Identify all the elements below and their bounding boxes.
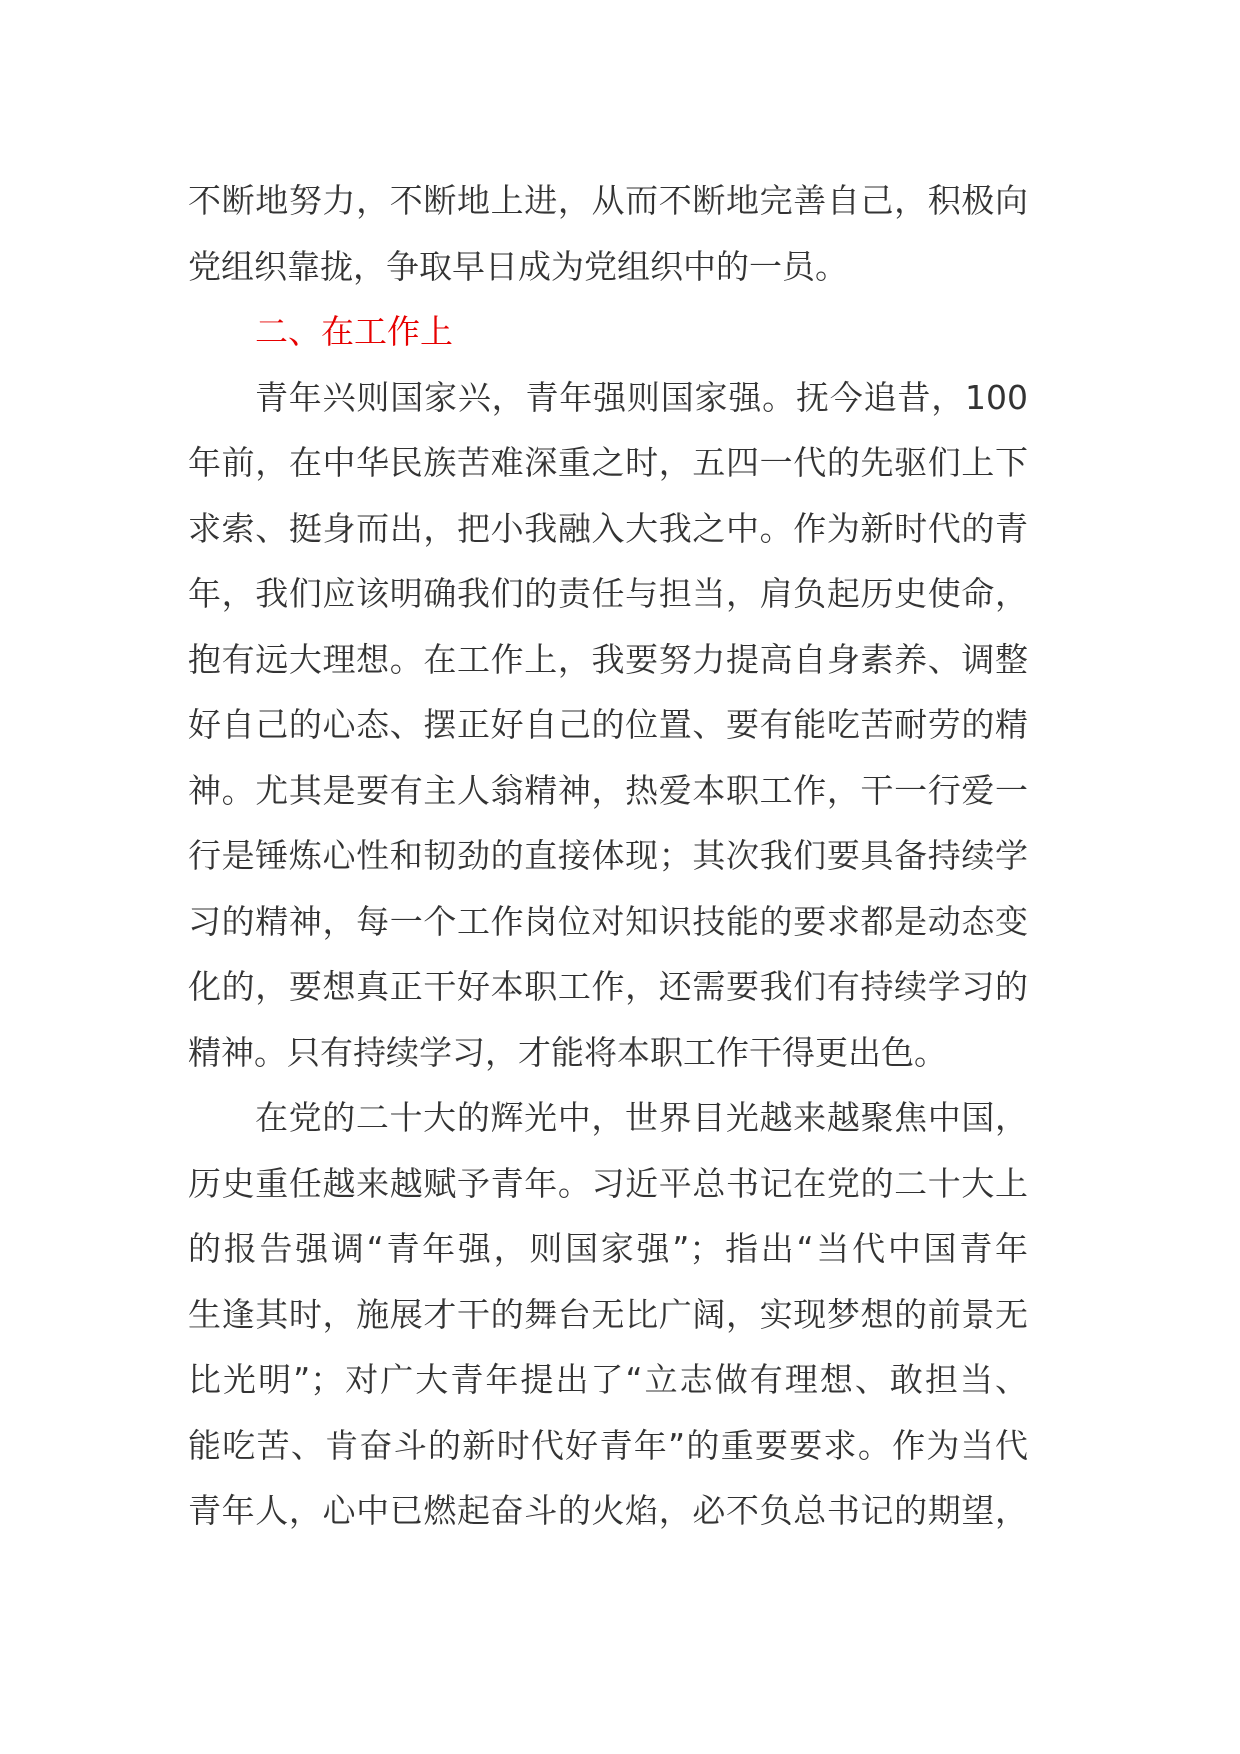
text-line: 在党的二十大的辉光中，世界目光越来越聚焦中国，	[255, 1098, 1028, 1137]
paragraph-congress	[188, 1085, 1028, 1544]
text-line: 历史重任越来越赋予青年。习近平总书记在党的二十大上	[188, 1163, 1028, 1203]
text-line: 生逢其时，施展才干的舞台无比广阔，实现梦想的前景无	[188, 1294, 1028, 1334]
text-line: 的报告强调“青年强，则国家强”；指出“当代中国青年	[188, 1229, 1028, 1268]
text-line: 精神。只有持续学习，才能将本职工作干得更出色。	[188, 1032, 947, 1072]
section-heading: 二、在工作上	[255, 312, 453, 351]
text-line: 青年兴则国家兴，青年强则国家强。抚今追昔，100	[255, 377, 1028, 417]
document-page	[188, 168, 1028, 1544]
text-line: 习的精神，每一个工作岗位对知识技能的要求都是动态变	[188, 901, 1028, 941]
text-line: 比光明”；对广大青年提出了“立志做有理想、敢担当、	[188, 1360, 1028, 1399]
text-line: 抱有远大理想。在工作上，我要努力提高自身素养、调整	[188, 639, 1028, 679]
text-line: 神。尤其是要有主人翁精神，热爱本职工作，干一行爱一	[188, 770, 1028, 810]
text-line: 党组织靠拢，争取早日成为党组织中的一员。	[188, 246, 848, 286]
text-line: 求索、挺身而出，把小我融入大我之中。作为新时代的青	[188, 508, 1028, 548]
paragraph-continued	[188, 168, 1028, 299]
text-line: 行是锤炼心性和韧劲的直接体现；其次我们要具备持续学	[188, 836, 1028, 875]
text-line: 不断地努力，不断地上进，从而不断地完善自己，积极向	[188, 181, 1028, 220]
text-line: 好自己的心态、摆正好自己的位置、要有能吃苦耐劳的精	[188, 705, 1028, 744]
text-line: 年前，在中华民族苦难深重之时，五四一代的先驱们上下	[188, 443, 1028, 482]
text-line: 年，我们应该明确我们的责任与担当，肩负起历史使命，	[188, 574, 1028, 613]
paragraph-work	[188, 365, 1028, 1086]
text-line: 化的，要想真正干好本职工作，还需要我们有持续学习的	[188, 967, 1028, 1006]
text-line: 能吃苦、肯奋斗的新时代好青年”的重要要求。作为当代	[188, 1425, 1028, 1465]
text-line: 青年人，心中已燃起奋斗的火焰，必不负总书记的期望，	[188, 1491, 1028, 1530]
